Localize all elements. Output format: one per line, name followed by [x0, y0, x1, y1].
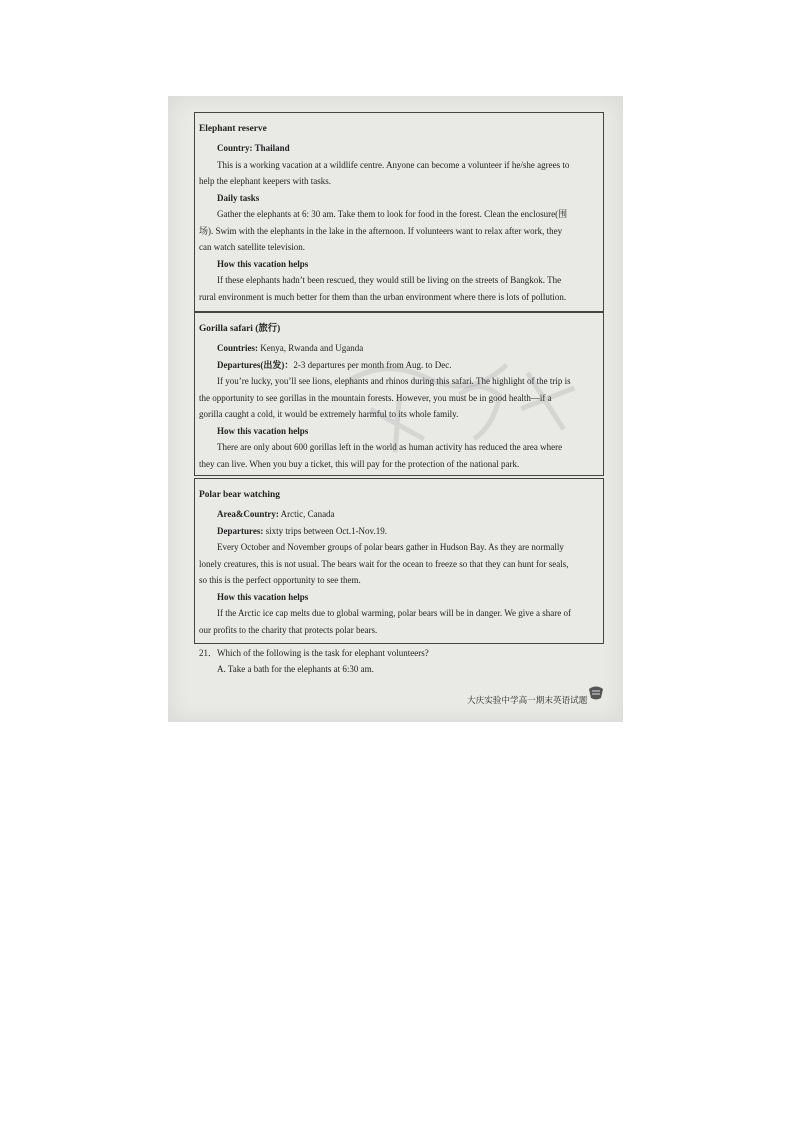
- body-line: Every October and November groups of polar bears gather in Hudson Bay. As they are normally: [217, 542, 564, 552]
- body-line: so this is the perfect opportunity to see them.: [199, 575, 361, 585]
- area-line: [199, 506, 599, 523]
- departures-line: [199, 523, 599, 540]
- helps-line: they can live. When you buy a ticket, this will pay for the protection of the national park.: [199, 458, 520, 469]
- gorilla-safari-section: [194, 312, 604, 476]
- countries-label: Countries:: [217, 343, 258, 353]
- desc-line: This is a working vacation at a wildlife centre. Anyone can become a volunteer if he/she agrees to: [217, 159, 570, 170]
- body-line: lonely creatures, this is not usual. The bears wait for the ocean to freeze so that they can hunt for seals,: [199, 558, 569, 569]
- polar-bear-section: [194, 478, 604, 644]
- body-line: If you’re lucky, you’ll see lions, elephants and rhinos during this safari. The highlight of the trip is: [217, 376, 571, 386]
- daily-line: Gather the elephants at 6: 30 am. Take them to look for food in the forest. Clean the enclosure(围: [217, 209, 568, 219]
- option-a: A. Take a bath for the elephants at 6:30 am.: [217, 664, 374, 674]
- helps-line: our profits to the charity that protects polar bears.: [199, 624, 378, 635]
- question-21: 21．Which of the following is the task for elephant volunteers?: [199, 648, 429, 658]
- helps-line: If these elephants hadn’t been rescued, they would still be living on the streets of Bangkok. The: [217, 275, 562, 285]
- elephant-reserve-section: [194, 112, 604, 312]
- section-title: Elephant reserve: [199, 124, 267, 134]
- departures-label: Departures:: [217, 525, 264, 536]
- countries-value: Kenya, Rwanda and Uganda: [258, 343, 364, 353]
- body-line: the opportunity to see gorillas in the mountain forests. However, you must be in good health—if a: [199, 392, 552, 403]
- daily-line: can watch satellite television.: [199, 242, 305, 252]
- area-label: Area&Country:: [217, 509, 279, 519]
- helps-label: How this vacation helps: [217, 591, 309, 602]
- helps-label: How this vacation helps: [217, 425, 309, 436]
- school-emblem-icon: [587, 684, 605, 702]
- daily-line: 场). Swim with the elephants in the lake in the afternoon. If volunteers want to relax after work, they: [199, 225, 563, 236]
- helps-line: If the Arctic ice cap melts due to global warming, polar bears will be in danger. We give a share of: [217, 608, 571, 618]
- helps-line: There are only about 600 gorillas left in the world as human activity has reduced the area where: [217, 442, 563, 452]
- departures-value: 2-3 departures per month from Aug. to Dec.: [293, 359, 452, 370]
- section-title: Polar bear watching: [199, 490, 280, 500]
- departures-line: [199, 357, 599, 374]
- body-line: gorilla caught a cold, it would be extremely harmful to its whole family.: [199, 409, 459, 419]
- departures-value: sixty trips between Oct.1-Nov.19.: [263, 525, 387, 536]
- section-title: Gorilla safari (旅行): [199, 324, 281, 334]
- helps-line: rural environment is much better for them than the urban environment where there is lots of pollution.: [199, 291, 567, 302]
- exam-footer: 大庆实验中学高一期末英语试题: [467, 696, 588, 706]
- helps-label: How this vacation helps: [217, 258, 309, 269]
- desc-line: help the elephant keepers with tasks.: [199, 176, 331, 186]
- daily-tasks-label: Daily tasks: [217, 192, 260, 203]
- country-line: Country: Thailand: [217, 143, 290, 153]
- countries-line: [199, 340, 599, 357]
- departures-label: Departures(出发)：: [217, 359, 294, 370]
- area-value: Arctic, Canada: [278, 509, 335, 519]
